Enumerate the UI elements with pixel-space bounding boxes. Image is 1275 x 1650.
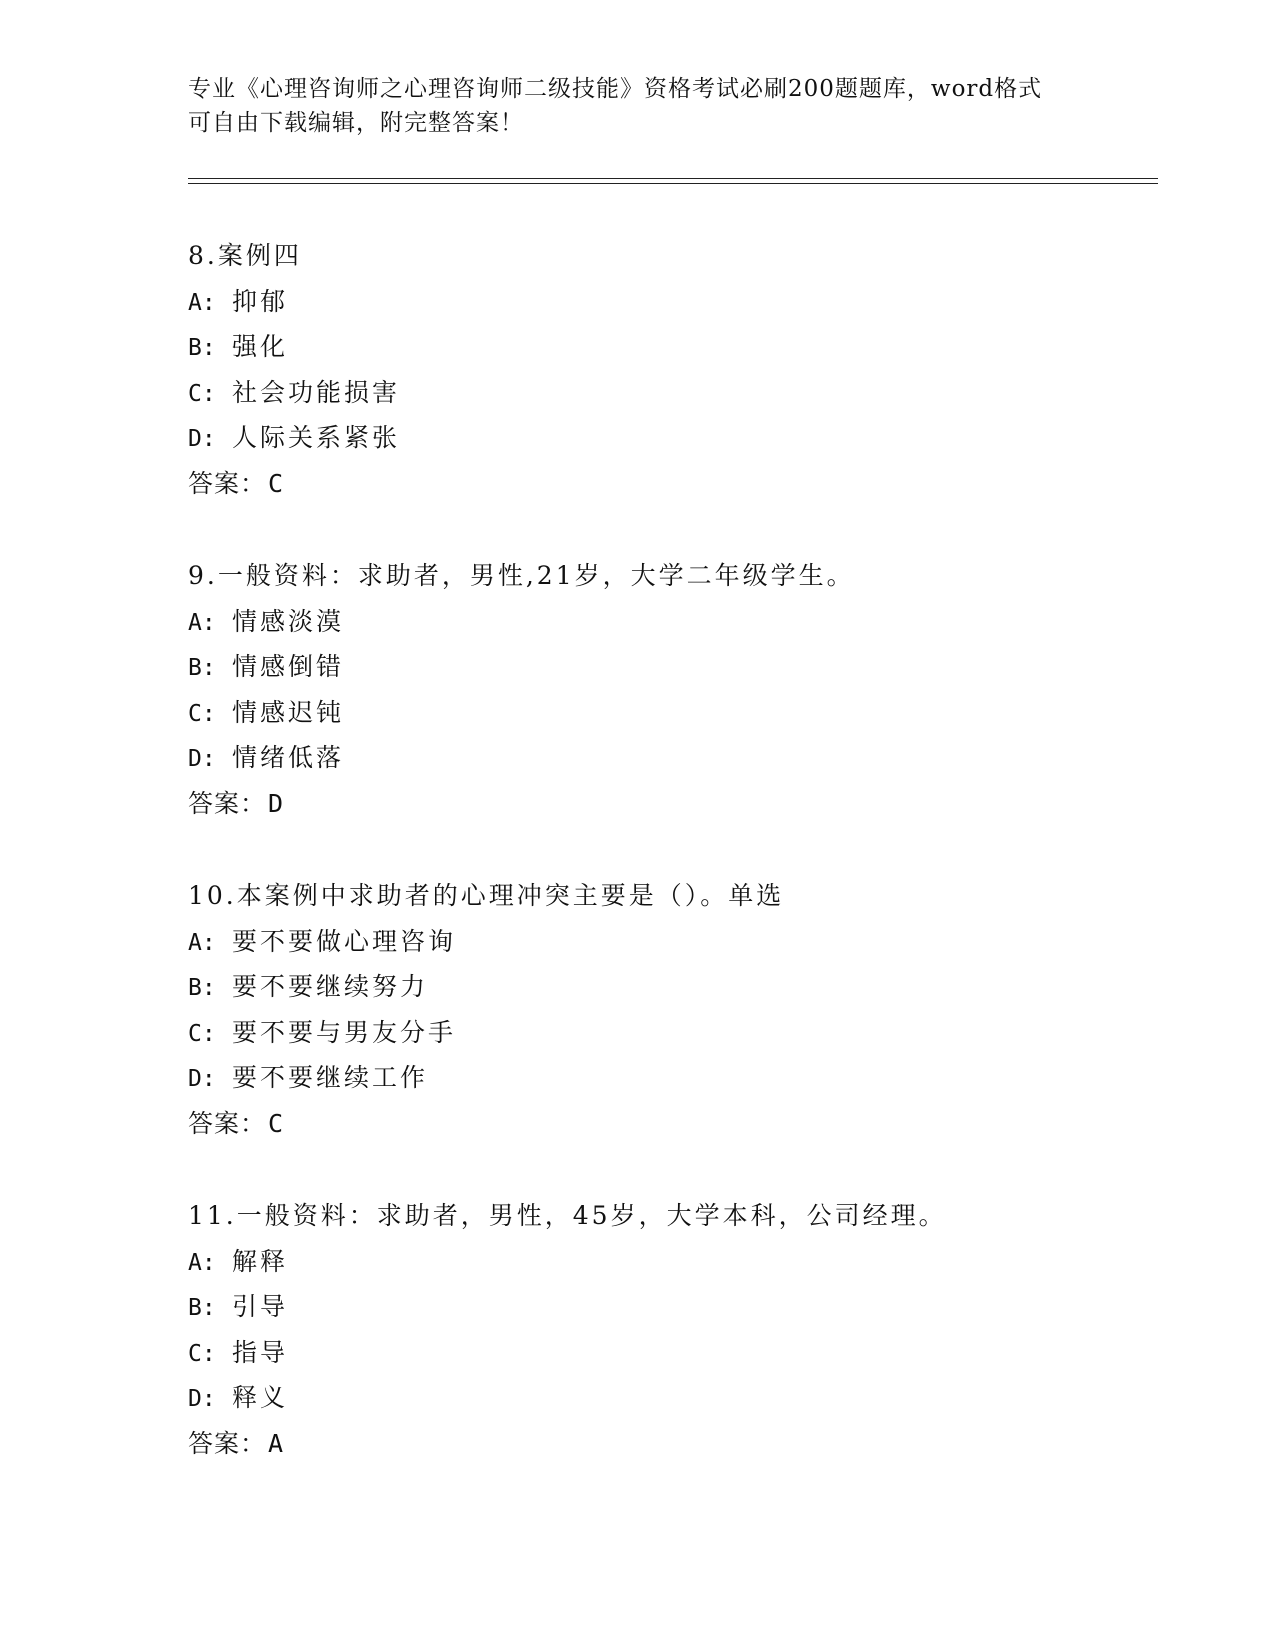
option-key: B:: [188, 975, 216, 1001]
header-divider-top: [188, 178, 1158, 179]
option-key: C:: [188, 1340, 216, 1367]
option-text: 情感淡漠: [232, 606, 345, 636]
option-text: 要不要继续工作: [232, 1063, 429, 1092]
option-key: A:: [188, 289, 216, 316]
option-key: C:: [188, 380, 216, 407]
header-line-2: 可自由下载编辑，附完整答案！: [188, 110, 524, 136]
option-text: 人际关系紧张: [232, 423, 401, 452]
option-c: [188, 370, 1168, 416]
option-text: 社会功能损害: [232, 377, 401, 407]
answer-label: 答案：: [188, 788, 267, 818]
answer-value: C: [268, 468, 285, 498]
question-stem: 10.本案例中求助者的心理冲突主要是（）。单选: [188, 881, 785, 910]
option-text: 引导: [232, 1292, 289, 1321]
question-10: [188, 873, 1168, 1146]
option-b: [188, 1284, 1168, 1330]
option-key: D:: [188, 1386, 216, 1412]
question-8: [188, 233, 1168, 506]
document-header: [188, 72, 1088, 140]
option-key: C:: [188, 700, 216, 727]
answer-label: 答案：: [188, 1108, 267, 1138]
option-key: B:: [188, 1295, 216, 1321]
question-stem: 8.案例四: [188, 241, 302, 270]
option-a: [188, 279, 1168, 325]
option-text: 要不要继续努力: [232, 972, 429, 1001]
answer-value: A: [268, 1428, 285, 1458]
answer-line: [188, 1421, 1168, 1467]
option-key: D:: [188, 746, 216, 772]
option-text: 情感迟钝: [232, 697, 345, 727]
answer-line: [188, 1101, 1168, 1147]
option-c: [188, 1330, 1168, 1376]
option-key: A:: [188, 609, 216, 636]
option-c: [188, 690, 1168, 736]
option-key: A:: [188, 1249, 216, 1276]
option-text: 情绪低落: [232, 743, 345, 772]
answer-line: [188, 461, 1168, 507]
option-text: 要不要做心理咨询: [232, 926, 457, 956]
answer-value: D: [268, 788, 285, 818]
option-b: [188, 324, 1168, 370]
option-b: [188, 964, 1168, 1010]
question-stem: 11.一般资料：求助者，男性，45岁，大学本科，公司经理。: [188, 1201, 947, 1230]
option-text: 情感倒错: [232, 652, 345, 681]
option-b: [188, 644, 1168, 690]
option-key: B:: [188, 655, 216, 681]
question-11: [188, 1193, 1168, 1466]
option-text: 抑郁: [232, 286, 289, 316]
option-a: [188, 599, 1168, 645]
option-key: D:: [188, 426, 216, 452]
answer-line: [188, 781, 1168, 827]
option-d: [188, 415, 1168, 461]
header-divider-bottom: [188, 183, 1158, 184]
option-key: A:: [188, 929, 216, 956]
question-9: [188, 553, 1168, 826]
option-text: 指导: [232, 1337, 289, 1367]
header-line-1: 专业《心理咨询师之心理咨询师二级技能》资格考试必刷200题题库，word格式: [188, 76, 1043, 102]
option-a: [188, 919, 1168, 965]
option-text: 要不要与男友分手: [232, 1017, 457, 1047]
option-d: [188, 1055, 1168, 1101]
option-key: B:: [188, 335, 216, 361]
option-text: 解释: [232, 1246, 289, 1276]
answer-label: 答案：: [188, 1428, 267, 1458]
option-a: [188, 1239, 1168, 1285]
option-key: C:: [188, 1020, 216, 1047]
option-d: [188, 1375, 1168, 1421]
option-c: [188, 1010, 1168, 1056]
answer-label: 答案：: [188, 468, 267, 498]
option-text: 强化: [232, 332, 289, 361]
option-d: [188, 735, 1168, 781]
answer-value: C: [268, 1108, 285, 1138]
question-stem: 9.一般资料：求助者，男性,21岁，大学二年级学生。: [188, 561, 855, 590]
option-key: D:: [188, 1066, 216, 1092]
option-text: 释义: [232, 1383, 289, 1412]
